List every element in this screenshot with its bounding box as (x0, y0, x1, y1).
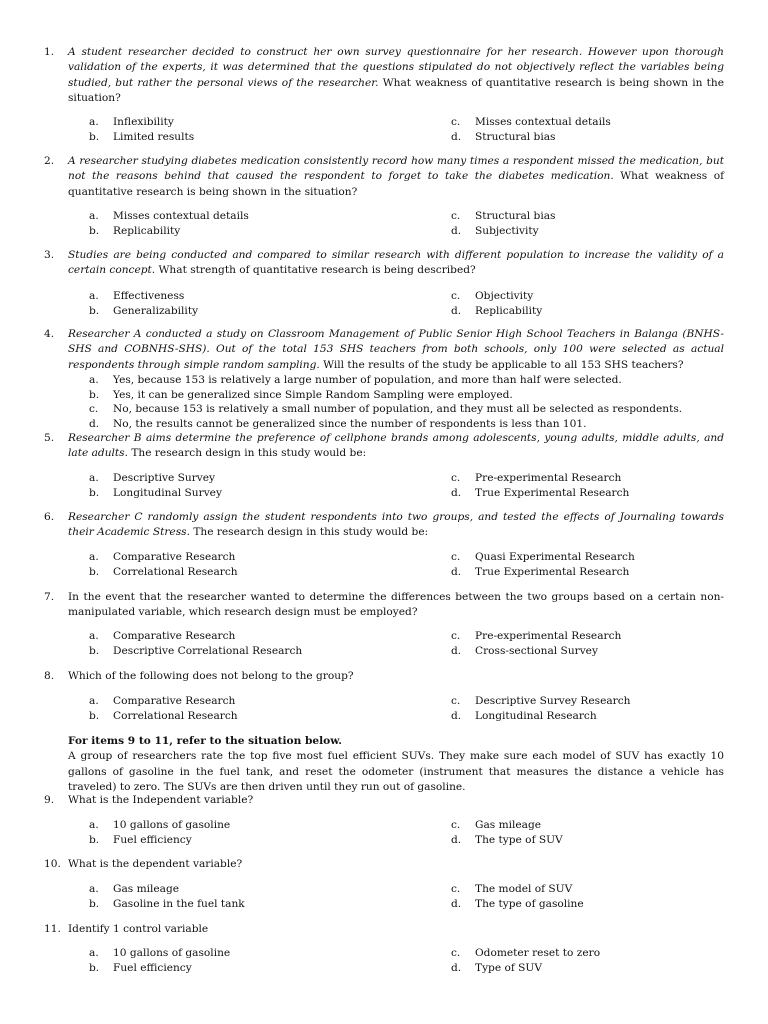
question-9 (44, 793, 724, 808)
question-text: Researcher B aims determine the preference of cellphone brands among adolescents, young adults, middle adults, and late adults. The research design in this study would be: (68, 432, 724, 460)
option-b[interactable]: b. Fuel efficiency (89, 834, 192, 846)
option-b[interactable]: b. Generalizability (89, 305, 199, 317)
option-d[interactable]: d. No, the results cannot be generalized since the number of respondents is less than 101. (89, 417, 587, 430)
option-b[interactable]: b. Replicability (89, 225, 181, 237)
question-7 (44, 590, 724, 621)
option-b[interactable]: b. Descriptive Correlational Research (89, 645, 303, 657)
option-c[interactable]: c. Quasi Experimental Research (451, 551, 635, 563)
question-text: A researcher studying diabetes medication consistently record how many times a respondent missed the medication, but not the reasons behind that caused the respondent to forget to take the diabetes medication. What weakness of quantitative research is being shown in the situation? (68, 155, 724, 198)
question-text: In the event that the researcher wanted to determine the differences between the two groups based on a certain non-manipulated variable, which research design must be employed? (68, 591, 724, 619)
question-text: A student researcher decided to construct her own survey questionnaire for her research. However upon thorough validation of the experts, it was determined that the questions stipulated do not objectively reflect the variables being studied, but rather the personal views of the researcher. What weakness of quantitative research is being shown in the situation? (68, 46, 724, 104)
question-text: What is the dependent variable? (68, 858, 243, 870)
question-text: Studies are being conducted and compared to similar research with different population to increase the validity of a certain concept. What strength of quantitative research is being described? (68, 249, 724, 277)
situation-block (68, 734, 724, 795)
option-d[interactable]: d. The type of gasoline (451, 898, 584, 910)
option-c[interactable]: c. Descriptive Survey Research (451, 695, 631, 707)
question-8 (44, 669, 724, 684)
option-c[interactable]: c. Misses contextual details (451, 116, 611, 128)
question-text: Researcher A conducted a study on Classroom Management of Public Senior High School Teachers in Balanga (BNHS-SHS and COBNHS-SHS). Out of the total 153 SHS teachers from both schools, only 100 were selected as actual respondents through simple random sampling. Will the results of the study be applicable to all 153 SHS teachers? (68, 328, 724, 371)
option-c[interactable]: c. Pre-experimental Research (451, 630, 622, 642)
option-a[interactable]: a. Effectiveness (89, 290, 185, 302)
option-a[interactable]: a. Misses contextual details (89, 210, 249, 222)
option-b[interactable]: b. Longitudinal Survey (89, 487, 222, 499)
option-d[interactable]: d. Cross-sectional Survey (451, 645, 598, 657)
question-number: 10. (44, 858, 61, 870)
option-b[interactable]: b. Limited results (89, 131, 195, 143)
question-text: Researcher C randomly assign the student respondents into two groups, and tested the effects of Journaling towards their Academic Stress. The research design in this study would be: (68, 511, 724, 539)
option-c[interactable]: c. Objectivity (451, 290, 534, 302)
question-text: Which of the following does not belong to the group? (68, 670, 354, 682)
question-number: 11. (44, 923, 61, 935)
option-b[interactable]: b. Yes, it can be generalized since Simple Random Sampling were employed. (89, 388, 513, 401)
option-b[interactable]: b. Gasoline in the fuel tank (89, 898, 245, 910)
option-d[interactable]: d. The type of SUV (451, 834, 563, 846)
option-d[interactable]: d. Longitudinal Research (451, 710, 597, 722)
option-a[interactable]: a. 10 gallons of gasoline (89, 819, 231, 831)
question-number: 5. (44, 432, 55, 444)
question-1 (44, 45, 724, 106)
situation-text: A group of researchers rate the top five most fuel efficient SUVs. They make sure each model of SUV has exactly 10 gallons of gasoline in the fuel tank, and reset the odometer (instrument that measures the distance a vehicle has traveled) to zero. The SUVs are then driven until they run out of gasoline. (68, 750, 724, 793)
option-c[interactable]: c. The model of SUV (451, 883, 573, 895)
option-d[interactable]: d. True Experimental Research (451, 566, 630, 578)
question-text: Identify 1 control variable (68, 923, 209, 935)
question-11 (44, 922, 724, 937)
option-a[interactable]: a. Gas mileage (89, 883, 180, 895)
option-a[interactable]: a. 10 gallons of gasoline (89, 947, 231, 959)
option-b[interactable]: b. Correlational Research (89, 566, 238, 578)
option-c[interactable]: c. Odometer reset to zero (451, 947, 601, 959)
option-d[interactable]: d. Type of SUV (451, 962, 542, 974)
question-number: 7. (44, 591, 55, 603)
option-a[interactable]: a. Yes, because 153 is relatively a large number of population, and more than half were selected. (89, 374, 622, 386)
question-number: 6. (44, 511, 55, 523)
question-number: 3. (44, 249, 55, 261)
option-c[interactable]: c. Gas mileage (451, 819, 542, 831)
option-d[interactable]: d. Replicability (451, 305, 543, 317)
option-a[interactable]: a. Comparative Research (89, 630, 236, 642)
question-10 (44, 857, 724, 872)
option-a[interactable]: a. Inflexibility (89, 116, 174, 128)
option-a[interactable]: a. Comparative Research (89, 695, 236, 707)
question-6 (44, 510, 724, 541)
question-number: 4. (44, 328, 55, 340)
option-a[interactable]: a. Descriptive Survey (89, 472, 216, 484)
option-c[interactable]: c. No, because 153 is relatively a small number of population, and they must all be selected as respondents. (89, 403, 683, 415)
question-number: 8. (44, 670, 55, 682)
options-4 (89, 373, 729, 431)
option-c[interactable]: c. Pre-experimental Research (451, 472, 622, 484)
question-text: What is the Independent variable? (68, 794, 254, 806)
question-number: 9. (44, 794, 55, 806)
option-d[interactable]: d. Structural bias (451, 131, 556, 143)
option-b[interactable]: b. Correlational Research (89, 710, 238, 722)
option-b[interactable]: b. Fuel efficiency (89, 962, 192, 974)
question-number: 1. (44, 46, 55, 58)
question-2 (44, 154, 724, 200)
question-5 (44, 431, 724, 462)
question-3 (44, 248, 724, 279)
option-d[interactable]: d. True Experimental Research (451, 487, 630, 499)
option-a[interactable]: a. Comparative Research (89, 551, 236, 563)
option-d[interactable]: d. Subjectivity (451, 225, 539, 237)
situation-heading: For items 9 to 11, refer to the situation below. (68, 735, 342, 747)
question-4 (44, 327, 724, 373)
option-c[interactable]: c. Structural bias (451, 210, 556, 222)
question-number: 2. (44, 155, 55, 167)
